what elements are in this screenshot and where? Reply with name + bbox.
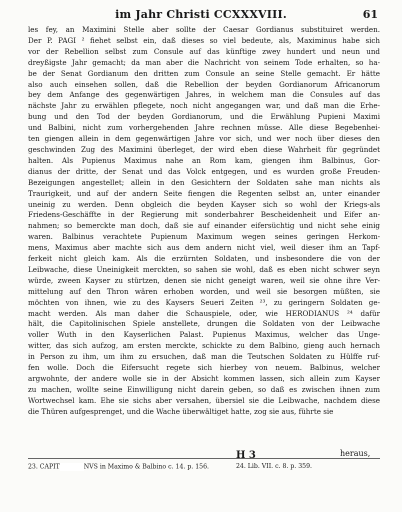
text-line: argwohnte, der andere wolle sie in der Absicht kommen lassen, sich allein zum Kayser <box>28 374 380 383</box>
text-line: Wortwechsel kam. Ehe sie sichs aber versahen, übersiel sie die Leibwache, nachdem diese <box>28 395 380 405</box>
footnote-rule <box>28 458 380 459</box>
body-text <box>28 25 380 457</box>
text-line: möchten von ihnen, wie zu des Kaysers Seueri Zeiten ²³, zu geringern Soldaten ge- <box>28 297 380 307</box>
page-number: 61 <box>362 8 378 21</box>
text-line: hält, die Capitolinischen Spiele anstellete, drungen die Soldaten von der Leibwache <box>28 319 380 329</box>
text-line: geschwinden Zug des Maximini überleget, der wird eben diese Wahrheit für gegründet <box>28 144 380 154</box>
text-line: Der P. PAGI ² fiehet selbst ein, daß dieses so viel bedeute, als, Maximinus habe sich <box>28 35 380 45</box>
text-line: in Person zu ihm, um ihm zu ersuchen, daß man die Teutschen Soldaten zu Hülffe ruf- <box>28 352 380 362</box>
text-line: und Balbini, nicht zum vorhergehenden Jahre rechnen müsse. Alle diese Begebenhei- <box>28 123 380 133</box>
text-line: be der Senat Gordianum den dritten zum Consule an seine Stelle gemacht. Er hätte <box>28 68 380 78</box>
text-line: zu machen, wollte seine Einwilligung nicht darein geben, so daß es zwischen ihnen zum <box>28 384 380 394</box>
running-header <box>0 6 402 24</box>
footnote-24: 24. Lib. VII. c. 8. p. 359. <box>236 463 313 470</box>
text-line: witter, das sich aufzog, am ersten merckte, schickte zu dem Balbino, gieng auch hernach <box>28 341 380 351</box>
signature-mark: H 3 <box>236 450 256 461</box>
text-line: waren. Balbinus verachtete Pupienum Maximum wegen seines geringen Herkom- <box>28 232 380 242</box>
text-line: nächste Jahr zu erwählen pflegete, noch nicht angegangen war, und daß man die Erhe- <box>28 101 380 111</box>
text-line: Leibwache, diese Uneinigkeit merckten, so sahen sie wohl, daß es eben nicht schwer seyn <box>28 264 380 274</box>
text-line: würde, zween Kayser zu stürtzen, denen sie nicht geneigt waren, weil sie ohne ihre Ver- <box>28 275 380 285</box>
text-line: vor der Rebellion selbst zum Consule auf das künftige zwey hundert und neun und <box>28 46 380 56</box>
footnote-23-prefix: 23. CAPIT <box>28 463 60 471</box>
text-line: mittelung auf den Thron wären erhoben worden, und weil sie besorgen müßten, sie <box>28 286 380 296</box>
text-line: dreyßigste Jahr gemacht; da man aber die Nachricht von seinem Tode erhalten, so ha- <box>28 57 380 67</box>
text-line: ferkeit nicht gleich kam. Als die erzürnten Soldaten, und insbesondere die von der <box>28 254 380 264</box>
text-line: les fey, an Maximini Stelle aber sollte der Caesar Gordianus substituiret werden. <box>28 25 380 34</box>
text-line: bey dem Anfange des gegenwärtigen Jahres, in welchem man die Consules auf das <box>28 90 380 100</box>
text-line: uneinig zu werden. Denn obgleich die beyden Kayser sich so wohl der Kriegs-als <box>28 199 380 209</box>
footnote-23-suffix: NVS in Maximo & Balbino c. 14. p. 156. <box>83 463 210 471</box>
text-line: ten giengen allein in dem gegenwärtigen Jahre vor sich, und wer noch über dieses den <box>28 134 380 144</box>
text-line: fen wolle. Doch die Eifersucht regete sich hierbey von neuem. Balbinus, welcher <box>28 363 380 373</box>
text-line: halten. Als Pupienus Maximus nahe an Rom kam, giengen ihm Balbinus, Gor- <box>28 155 380 165</box>
text-line: also auch einsehen sollen, daß die Rebellion der beyden Gordianorum Africanorum <box>28 79 380 89</box>
header-title: im Jahr Christi CCXXXVIII. <box>115 8 287 21</box>
text-line: Traurigkeit, und auf der andern Seite fiengen die Regenten selbst an, unter einander <box>28 188 380 198</box>
text-line: mens, Maximus aber machte sich aus dem andern nicht viel, weil dieser ihm an Tapf- <box>28 243 380 253</box>
text-line: Friedens-Geschäffte in der Regierung mit sonderbahrer Bescheidenheit und Eifer an- <box>28 210 380 220</box>
text-line: die Thüren aufgesprenget, und die Wache überwältiget hatte, zog sie aus, führte sie <box>28 406 334 416</box>
text-line: bung und den Tod der beyden Gordianorum, und die Erwählung Pupieni Maximi <box>28 112 380 122</box>
catchword: heraus, <box>340 449 371 458</box>
text-line: Bezeigungen angestellet; allein in den Gesichtern der Soldaten sahe man nichts als <box>28 177 380 187</box>
text-line: nahmen; so bemerckte man doch, daß sie auf einander eifersüchtig und nicht sehe einig <box>28 221 380 231</box>
text-line: macht werden. Als man daher die Schauspiele, oder, wie HERODIANUS ²⁴ dafür <box>28 308 380 318</box>
redaction-block <box>60 463 84 471</box>
text-line: voller Wuth in den Kayserlichen Palast. Pupienus Maximus, welcher das Unge- <box>28 330 380 340</box>
text-line: dianus der dritte, der Senat und das Volck entgegen, und es wurden große Freuden- <box>28 166 380 176</box>
footnote-23 <box>28 463 209 471</box>
